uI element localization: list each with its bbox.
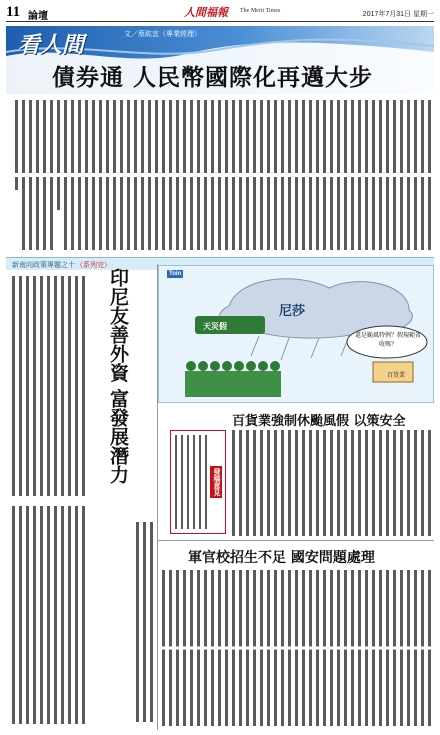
- editor-note-label: 發稿意見: [210, 466, 222, 498]
- cartoon-tag: Toin: [169, 271, 182, 277]
- section-divider: [158, 540, 434, 541]
- series-note: （系列完）: [76, 262, 111, 269]
- right-story-1-text-lines: [228, 428, 434, 538]
- series-label: 新南向政策專題之十: [12, 262, 75, 269]
- cartoon-sign-label: 天災假: [203, 322, 227, 331]
- byline: 文／蔡紘宜（專業經理）: [124, 31, 201, 38]
- right-story-2-headline: 軍官校招生不足 國安問題處理: [188, 550, 375, 566]
- paper-logo: 人間福報: [184, 6, 228, 19]
- page-headline: 債券通 人民幣國際化再邁大步: [52, 65, 374, 91]
- right-story-1-body: [228, 428, 434, 538]
- paper-logo-en: The Merit Times: [240, 8, 281, 14]
- issue-date: 2017年7月31日 星期一: [362, 11, 434, 18]
- page-number: 11: [6, 4, 21, 20]
- editorial-cartoon: [158, 265, 434, 403]
- left-story-text-lines: [8, 274, 88, 726]
- masthead: [6, 4, 434, 22]
- cartoon-shop-label: 百貨業: [387, 372, 406, 379]
- left-story-body-2: [130, 274, 156, 726]
- left-story-headline: 印尼友善外資 富發展潛力: [107, 268, 129, 484]
- feature-body: [8, 98, 432, 253]
- left-story-body: [8, 274, 88, 726]
- column-divider: [157, 264, 158, 730]
- feature-banner: [6, 26, 434, 94]
- section-name: 論壇: [28, 11, 48, 22]
- cartoon-speech-bubble: 還是颱風特例？假規範省收嗎？: [355, 332, 422, 348]
- right-story-2-text-lines: [160, 568, 434, 728]
- cartoon-cloud-label: 尼莎: [279, 304, 306, 319]
- column-badge: 看人間: [18, 32, 85, 58]
- right-story-1-headline: 百貨業強制休颱風假 以策安全: [232, 414, 406, 429]
- right-story-2-body: [160, 568, 434, 728]
- feature-body-text-lines: [8, 98, 432, 253]
- left-story-text-lines-2: [130, 274, 156, 726]
